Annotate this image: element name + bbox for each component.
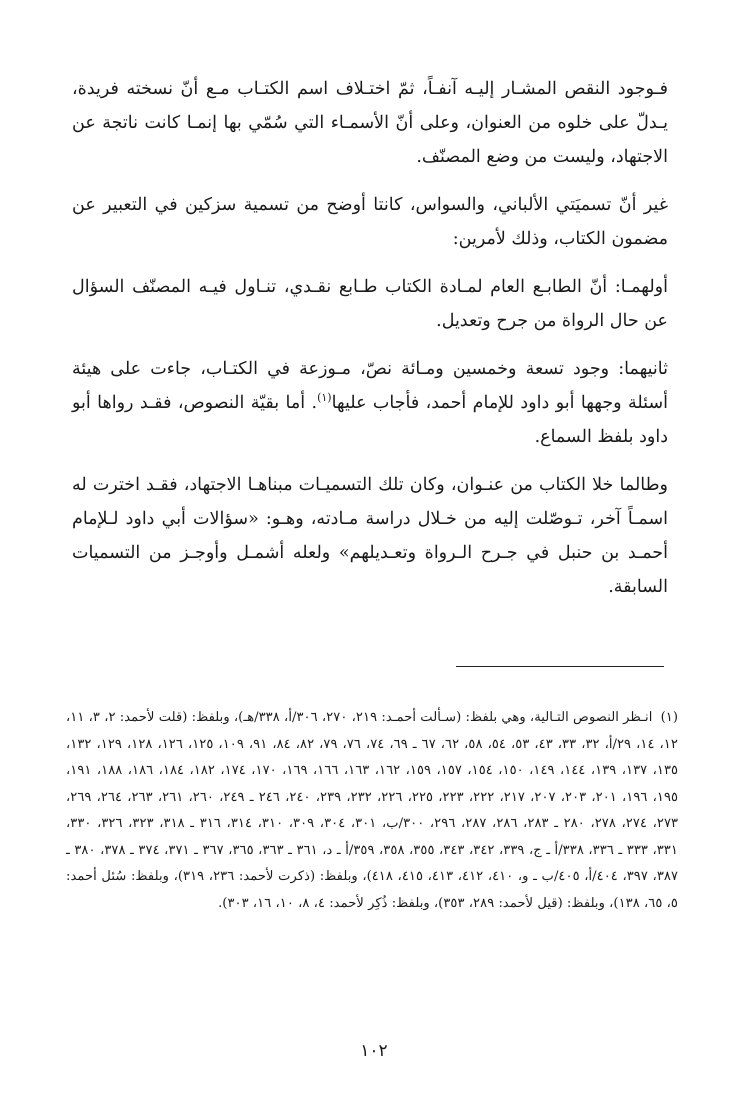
footnote: [66, 705, 678, 917]
paragraph-3: أولهمـا: أنّ الطابـع العام لمـادة الكتاب طـابع نقـدي، تنـاول فيـه المصنّف السؤال عن حال الرواة من جرح وتعديل.: [72, 277, 668, 331]
paragraph-4: [72, 352, 668, 454]
paragraph-2: غير أنّ تسميَتي الألباني، والسواس، كانتا أوضح من تسمية سزكين في التعبير عن مضمون الكتاب، وذلك لأمرين:: [72, 195, 668, 249]
page-number: ١٠٢: [360, 1041, 388, 1061]
paragraph-5: وطالما خلا الكتاب من عنـوان، وكان تلك التسميـات مبناهـا الاجتهاد، فقـد اخترت له اسمـاً آخر، تـوصّلت إليه من خـلال دراسة مـادته، وهـو: «سؤالات أبي داود لـلإمام أحمـد بن حنبل في جـرح الـرواة وتعـديلهم» ولعله أشمـل وأوجـز من التسميات السابقة.: [72, 475, 668, 597]
paragraph-1: فـوجود النقص المشـار إليـه آنفـاً، ثمّ اختـلاف اسم الكتـاب مـع أنّ نسخته فريدة، يـدلّ على خلوه من العنوان، وعلى أنّ الأسمـاء التي سُمّي بها إنمـا كانت ناتجة عن الاجتهاد، وليست من وضع المصنّف.: [72, 79, 668, 167]
footnote-separator: [456, 666, 664, 667]
footnote-text: انـظر النصوص التـالية، وهي بلفظ: (سـألت أحمـد: ٢١٩، ٢٧٠، ٣٠٦/أ، ٣٣٨/هـ)، وبلفظ: (قلت لأحمد: ٢، ٣، ١١، ١٢، ١٤، ٢٩/أ، ٣٢، ٣٣، ٤٣، ٥٣، ٥٤، ٥٨، ٦٢، ٦٧ ـ ٦٩، ٧٤، ٧٦، ٧٩، ٨٢، ٨٤، ٩١، ١٠٩، ١٢٥، ١٢٦، ١٢٨، ١٢٩، ١٣٢، ١٣٥، ١٣٧، ١٣٩، ١٤٤، ١٤٩، ١٥٠، ١٥٤، ١٥٧، ١٥٩، ١٦٢، ١٦٣، ١٦٦، ١٦٩، ١٧٠، ١٧٤، ١٨٢، ١٨٤، ١٨٦، ١٨٨، ١٩١، ١٩٥، ١٩٦، ٢٠١، ٢٠٣، ٢٠٧، ٢١٧، ٢٢٢، ٢٢٣، ٢٢٥، ٢٢٦، ٢٣٢، ٢٣٩، ٢٤٠، ٢٤٦ ـ ٢٤٩، ٢٦٠، ٢٦١، ٢٦٣، ٢٦٤، ٢٦٩، ٢٧٣، ٢٧٤، ٢٧٨، ٢٨٠ ـ ٢٨٣، ٢٨٦، ٢٨٧، ٢٩٦، ٣٠٠/ب، ٣٠١، ٣٠٤، ٣٠٩، ٣١٠، ٣١٤، ٣١٦ ـ ٣١٨، ٣٢٣، ٣٢٦، ٣٣٠، ٣٣١، ٣٣٣ ـ ٣٣٦، ٣٣٨/أ ـ ج، ٣٣٩، ٣٤٢، ٣٤٣، ٣٥٥، ٣٥٨، ٣٥٩/أ ـ د، ٣٦١ ـ ٣٦٣، ٣٦٥، ٣٦٧ ـ ٣٧١، ٣٧٤ ـ ٣٧٨، ٣٨٠ ـ ٣٨٧، ٣٩٧، ٤٠٤/أ، ٤٠٥/ب ـ و، ٤١٠، ٤١٢، ٤١٣، ٤١٥، ٤١٨)، وبلفظ: (ذكرت لأحمد: ٢٣٦، ٣١٩)، وبلفظ: سُئل أحمد: ٥، ٦٥، ١٣٨)، وبلفظ: (قيل لأحمد: ٢٨٩، ٣٥٣)، وبلفظ: ذُكِر لأحمد: ٤، ٨، ١٠، ١٦، ٣٠٣).: [66, 710, 679, 911]
footnote-marker: (١): [660, 710, 679, 725]
footnote-reference[interactable]: (١): [317, 391, 332, 405]
paragraph-4-text-start: ثانيهما: وجود تسعة وخمسين ومـائة نصّ، مـوزعة في الكتـاب، جاءت على هيئة أسئلة وجهها أبو داود للإمام أحمد، فأجاب عليها: [72, 359, 668, 413]
main-text-block: [72, 72, 668, 618]
paragraph-4-text-end: . أما بقيّة النصوص، فقـد رواها أبو داود بلفظ السماع.: [72, 393, 668, 447]
